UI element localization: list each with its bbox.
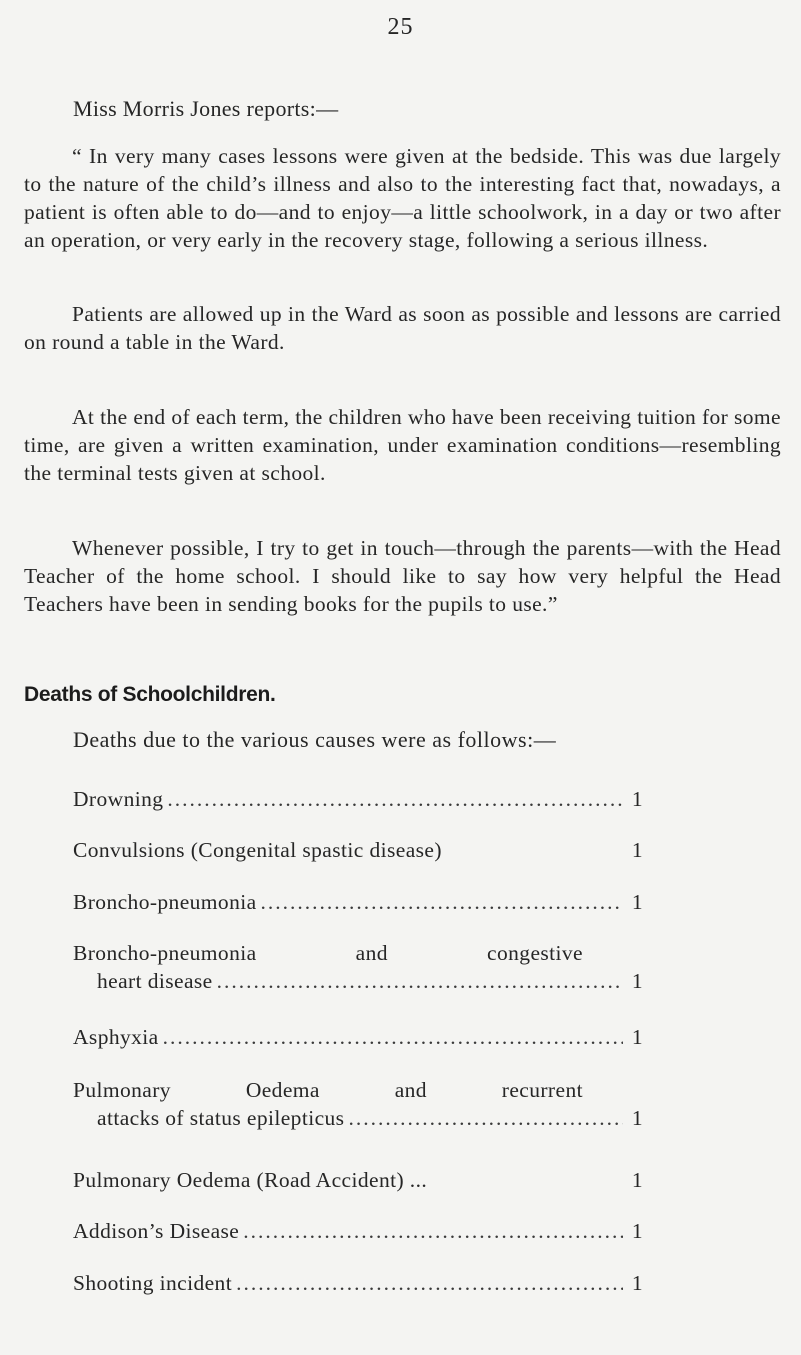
cause-label: Addison’s Disease — [73, 1219, 240, 1243]
cause-item — [73, 939, 643, 995]
cause-word: congestive — [487, 941, 583, 965]
paragraph-bedside-lessons: “ In very many cases lessons were given at the bedside. This was due largely to the nature of the child’s illness and also to the interesting fact that, nowadays, a patient is often able to do—and to enjoy—a little schoolwork, in a day or two after an operation, or very early in the recovery stage, following a serious illness. — [24, 144, 781, 252]
cause-count: 1 — [631, 1106, 643, 1130]
cause-word: recurrent — [501, 1078, 583, 1102]
paragraph-head-teachers: Whenever possible, I try to get in touch—through the parents—with the Head Teacher of the home school. I should like to say how very helpful the Head Teachers have been in sending books for the pupils to use.” — [24, 536, 781, 616]
cause-count: 1 — [631, 787, 643, 811]
cause-label-line1 — [73, 939, 583, 967]
dot-leader — [167, 785, 623, 813]
cause-word: Oedema — [245, 1078, 320, 1102]
deaths-intro: Deaths due to the various causes were as follows:— — [73, 727, 557, 752]
dot-leader — [261, 888, 623, 916]
cause-item — [73, 888, 643, 916]
cause-count: 1 — [631, 1271, 643, 1295]
cause-word: and — [394, 1078, 427, 1102]
cause-count: 1 — [631, 1168, 643, 1192]
section-heading-deaths: Deaths of Schoolchildren. — [24, 683, 276, 706]
dot-leader — [217, 967, 623, 995]
cause-label: Asphyxia — [73, 1025, 159, 1049]
cause-item — [73, 785, 643, 813]
cause-item — [73, 1023, 643, 1051]
cause-label-line2: attacks of status epilepticus — [97, 1106, 345, 1130]
cause-count: 1 — [631, 969, 643, 993]
cause-word: Pulmonary — [73, 1078, 171, 1102]
cause-count: 1 — [631, 1219, 643, 1243]
cause-label: Pulmonary Oedema (Road Accident) ... — [73, 1168, 428, 1192]
report-intro: Miss Morris Jones reports:— — [73, 96, 339, 121]
dot-leader — [348, 1104, 623, 1132]
cause-label: Convulsions (Congenital spastic disease) — [73, 838, 442, 862]
dot-leader — [163, 1023, 623, 1051]
page-number: 25 — [387, 14, 414, 40]
cause-count: 1 — [631, 838, 643, 862]
cause-count: 1 — [631, 1025, 643, 1049]
cause-item — [73, 1217, 643, 1245]
cause-count: 1 — [631, 890, 643, 914]
paragraph-ward-lessons: Patients are allowed up in the Ward as soon as possible and lessons are carried on round a table in the Ward. — [24, 302, 781, 354]
cause-label: Drowning — [73, 787, 164, 811]
dot-leader — [243, 1217, 623, 1245]
cause-label-line2: heart disease — [97, 969, 213, 993]
cause-word: and — [355, 941, 388, 965]
cause-item — [73, 1166, 643, 1194]
dot-leader — [236, 1269, 623, 1297]
cause-word: Broncho-pneumonia — [73, 941, 257, 965]
cause-item — [73, 836, 643, 864]
cause-label: Broncho-pneumonia — [73, 890, 257, 914]
paragraph-examinations: At the end of each term, the children who have been receiving tuition for some time, are given a written examination, under examination conditions—resembling the terminal tests given at school. — [24, 405, 781, 485]
cause-item — [73, 1076, 643, 1132]
cause-label: Shooting incident — [73, 1271, 233, 1295]
cause-item — [73, 1269, 643, 1297]
cause-label-line1 — [73, 1076, 583, 1104]
